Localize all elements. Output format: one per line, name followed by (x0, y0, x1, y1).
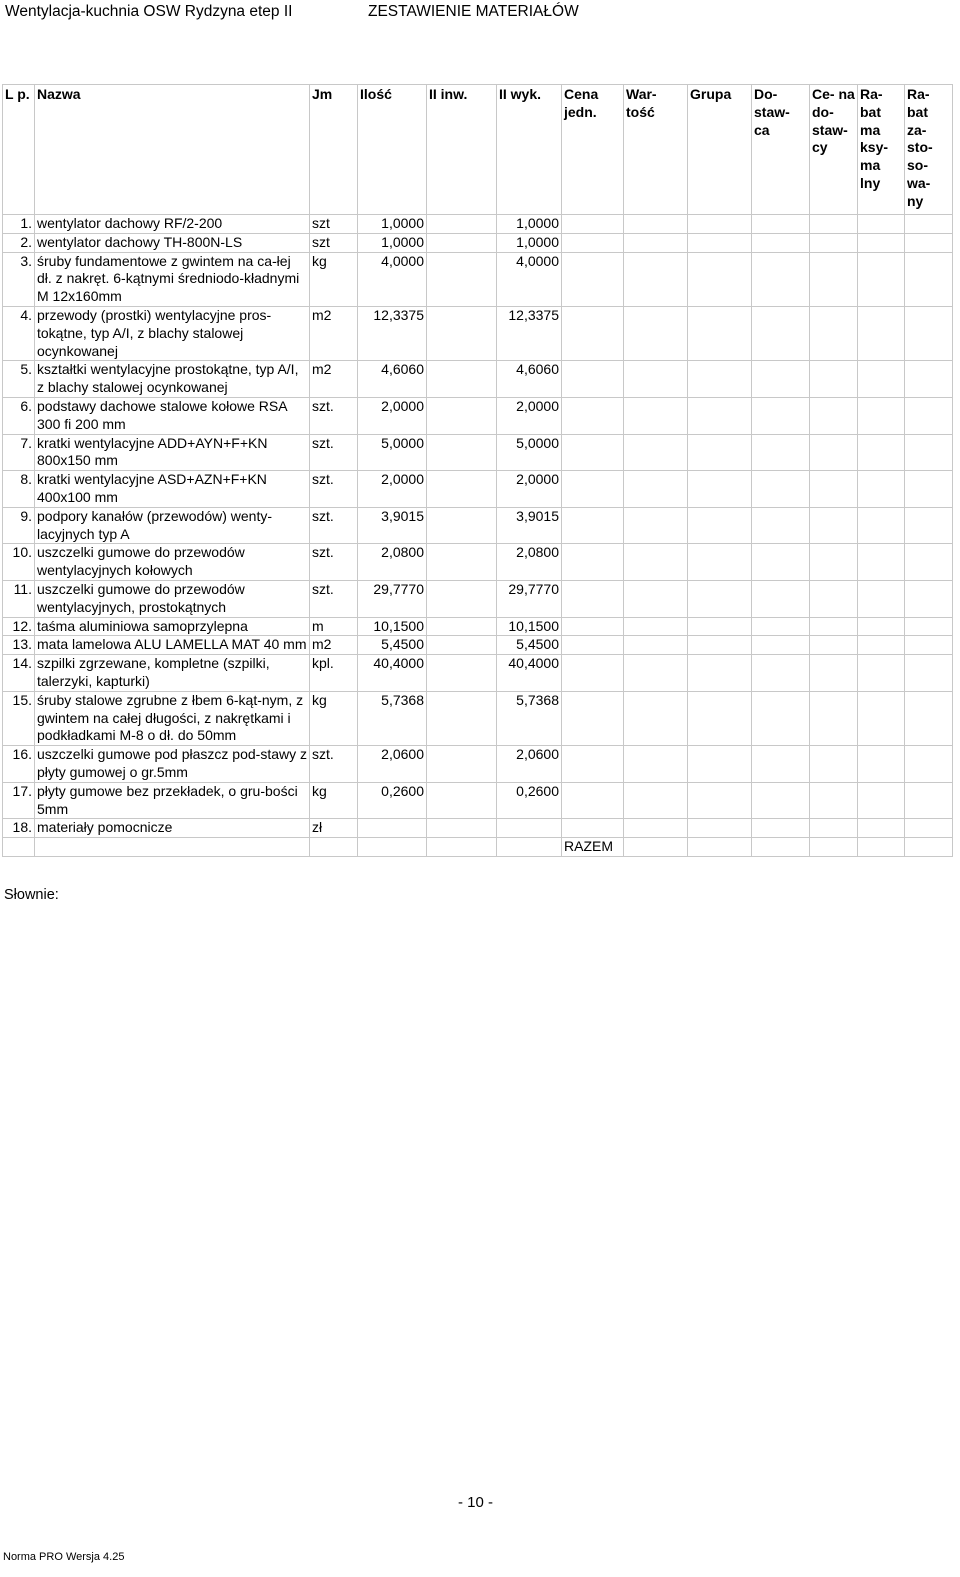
col-group: Grupa (688, 85, 752, 215)
row-ii-inw (427, 819, 497, 838)
row-quantity: 5,7368 (358, 691, 427, 745)
row-quantity (358, 819, 427, 838)
row-ii-wyk (497, 819, 562, 838)
row-name: płyty gumowe bez przekładek, o gru-bości 5mm (35, 782, 310, 819)
table-row (3, 691, 953, 745)
row-ii-wyk: 40,4000 (497, 655, 562, 692)
row-name: podpory kanałów (przewodów) wenty-lacyjnych typ A (35, 507, 310, 544)
row-unit: szt. (310, 544, 358, 581)
row-name: mata lamelowa ALU LAMELLA MAT 40 mm (35, 636, 310, 655)
table-row (3, 617, 953, 636)
table-row (3, 252, 953, 306)
table-row (3, 434, 953, 471)
row-ii-inw (427, 544, 497, 581)
table-header-row (3, 85, 953, 215)
row-name: śruby stalowe zgrubne z łbem 6-kąt-nym, z gwintem na całej długości, z nakrętkami i podkładkami M-8 o dł. do 50mm (35, 691, 310, 745)
row-name: uszczelki gumowe do przewodów wentylacyjnych kołowych (35, 544, 310, 581)
row-quantity: 4,6060 (358, 361, 427, 398)
table-row (3, 306, 953, 360)
row-ii-inw (427, 655, 497, 692)
row-name: wentylator dachowy TH-800N-LS (35, 233, 310, 252)
col-unit: Jm (310, 85, 358, 215)
row-name: kratki wentylacyjne ADD+AYN+F+KN 800x150 mm (35, 434, 310, 471)
table-row (3, 215, 953, 234)
row-unit: m (310, 617, 358, 636)
row-lp: 5. (3, 361, 35, 398)
row-ii-wyk: 4,6060 (497, 361, 562, 398)
row-lp: 4. (3, 306, 35, 360)
col-quantity: Ilość (358, 85, 427, 215)
row-ii-wyk: 1,0000 (497, 233, 562, 252)
col-name: Nazwa (35, 85, 310, 215)
table-row (3, 233, 953, 252)
row-lp: 3. (3, 252, 35, 306)
row-lp: 7. (3, 434, 35, 471)
row-quantity: 40,4000 (358, 655, 427, 692)
row-unit: szt (310, 233, 358, 252)
row-quantity: 0,2600 (358, 782, 427, 819)
row-lp: 11. (3, 580, 35, 617)
col-applied-discount: Ra- bat za- sto- so- wa- ny (905, 85, 953, 215)
row-lp: 10. (3, 544, 35, 581)
col-lp: L p. (3, 85, 35, 215)
row-ii-inw (427, 361, 497, 398)
row-quantity: 5,4500 (358, 636, 427, 655)
row-unit: szt. (310, 746, 358, 783)
row-name: śruby fundamentowe z gwintem na ca-łej dł. z nakręt. 6-kątnymi średniodo-kładnymi M 12x160mm (35, 252, 310, 306)
row-ii-wyk: 2,0600 (497, 746, 562, 783)
row-ii-wyk: 5,0000 (497, 434, 562, 471)
row-name: uszczelki gumowe do przewodów wentylacyjnych, prostokątnych (35, 580, 310, 617)
row-quantity: 2,0800 (358, 544, 427, 581)
table-row (3, 746, 953, 783)
row-ii-wyk: 12,3375 (497, 306, 562, 360)
col-unit-price: Cena jedn. (562, 85, 624, 215)
row-ii-inw (427, 252, 497, 306)
row-ii-wyk: 2,0800 (497, 544, 562, 581)
table-row (3, 819, 953, 838)
row-lp: 8. (3, 471, 35, 508)
table-row (3, 397, 953, 434)
row-lp: 12. (3, 617, 35, 636)
table-row (3, 544, 953, 581)
row-ii-wyk: 29,7770 (497, 580, 562, 617)
row-name: przewody (prostki) wentylacyjne pros-tokątne, typ A/I, z blachy stalowej ocynkowanej (35, 306, 310, 360)
row-quantity: 12,3375 (358, 306, 427, 360)
row-quantity: 10,1500 (358, 617, 427, 636)
row-ii-inw (427, 746, 497, 783)
row-ii-wyk: 0,2600 (497, 782, 562, 819)
row-name: uszczelki gumowe pod płaszcz pod-stawy z płyty gumowej o gr.5mm (35, 746, 310, 783)
row-quantity: 4,0000 (358, 252, 427, 306)
row-unit: zł (310, 819, 358, 838)
row-unit: szt. (310, 580, 358, 617)
col-ii-inw: II inw. (427, 85, 497, 215)
col-ii-wyk: II wyk. (497, 85, 562, 215)
row-name: materiały pomocnicze (35, 819, 310, 838)
row-ii-wyk: 3,9015 (497, 507, 562, 544)
table-row (3, 655, 953, 692)
row-lp: 1. (3, 215, 35, 234)
col-value: War- tość (624, 85, 688, 215)
col-supplier-price: Ce- na do- staw- cy (810, 85, 858, 215)
row-ii-wyk: 4,0000 (497, 252, 562, 306)
row-ii-wyk: 5,7368 (497, 691, 562, 745)
row-ii-inw (427, 580, 497, 617)
row-ii-inw (427, 691, 497, 745)
table-row (3, 636, 953, 655)
row-name: kształtki wentylacyjne prostokątne, typ A/I, z blachy stalowej ocynkowanej (35, 361, 310, 398)
amount-in-words-label: Słownie: (4, 887, 59, 903)
table-row (3, 507, 953, 544)
row-unit: m2 (310, 306, 358, 360)
row-lp: 13. (3, 636, 35, 655)
page-number: - 10 - (458, 1494, 494, 1511)
row-ii-wyk: 10,1500 (497, 617, 562, 636)
software-footer: Norma PRO Wersja 4.25 (3, 1551, 125, 1563)
table-row (3, 361, 953, 398)
row-ii-wyk: 5,4500 (497, 636, 562, 655)
row-lp: 16. (3, 746, 35, 783)
row-unit: szt. (310, 507, 358, 544)
row-quantity: 2,0000 (358, 471, 427, 508)
row-ii-wyk: 1,0000 (497, 215, 562, 234)
row-lp: 14. (3, 655, 35, 692)
table-row (3, 782, 953, 819)
row-ii-inw (427, 233, 497, 252)
table-row (3, 471, 953, 508)
row-ii-wyk: 2,0000 (497, 471, 562, 508)
row-unit: szt. (310, 397, 358, 434)
row-quantity: 5,0000 (358, 434, 427, 471)
row-unit: szt. (310, 434, 358, 471)
row-ii-inw (427, 434, 497, 471)
row-unit: kg (310, 252, 358, 306)
row-name: podstawy dachowe stalowe kołowe RSA 300 fi 200 mm (35, 397, 310, 434)
row-unit: kg (310, 782, 358, 819)
document-header-project: Wentylacja-kuchnia OSW Rydzyna etep II (5, 3, 293, 20)
row-ii-inw (427, 507, 497, 544)
row-ii-inw (427, 636, 497, 655)
row-lp: 9. (3, 507, 35, 544)
row-name: szpilki zgrzewane, kompletne (szpilki, talerzyki, kapturki) (35, 655, 310, 692)
row-unit: kg (310, 691, 358, 745)
row-lp: 17. (3, 782, 35, 819)
row-name: wentylator dachowy RF/2-200 (35, 215, 310, 234)
row-quantity: 3,9015 (358, 507, 427, 544)
row-unit: m2 (310, 361, 358, 398)
row-name: taśma aluminiowa samoprzylepna (35, 617, 310, 636)
row-lp: 18. (3, 819, 35, 838)
row-quantity: 2,0000 (358, 397, 427, 434)
row-lp: 2. (3, 233, 35, 252)
row-lp: 15. (3, 691, 35, 745)
row-ii-inw (427, 782, 497, 819)
table-row (3, 580, 953, 617)
row-lp: 6. (3, 397, 35, 434)
total-row (3, 838, 953, 857)
row-unit: szt (310, 215, 358, 234)
row-unit: kpl. (310, 655, 358, 692)
row-quantity: 1,0000 (358, 233, 427, 252)
row-unit: szt. (310, 471, 358, 508)
row-ii-inw (427, 215, 497, 234)
row-ii-inw (427, 397, 497, 434)
total-value (624, 838, 688, 857)
col-supplier: Do- staw- ca (752, 85, 810, 215)
row-name: kratki wentylacyjne ASD+AZN+F+KN 400x100 mm (35, 471, 310, 508)
row-ii-inw (427, 617, 497, 636)
row-quantity: 29,7770 (358, 580, 427, 617)
document-header-title: ZESTAWIENIE MATERIAŁÓW (368, 3, 579, 20)
row-quantity: 2,0600 (358, 746, 427, 783)
row-unit: m2 (310, 636, 358, 655)
col-max-discount: Ra- bat ma ksy- ma lny (858, 85, 905, 215)
row-quantity: 1,0000 (358, 215, 427, 234)
row-ii-inw (427, 471, 497, 508)
total-label: RAZEM (562, 838, 624, 857)
row-ii-inw (427, 306, 497, 360)
materials-table (2, 84, 953, 857)
row-ii-wyk: 2,0000 (497, 397, 562, 434)
